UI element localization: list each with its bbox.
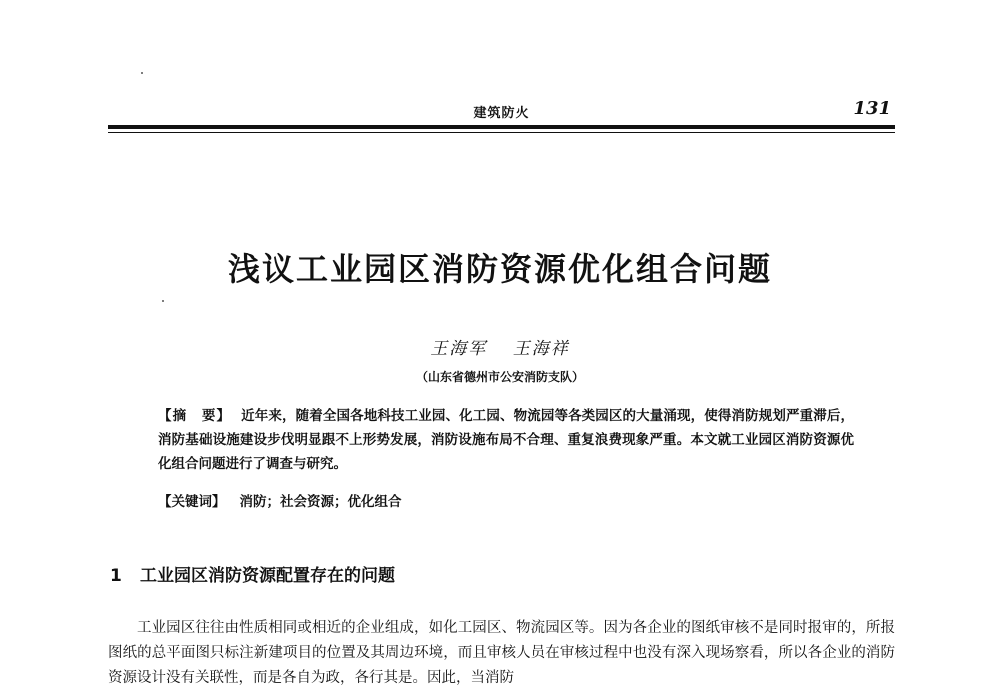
header-rule-thick [108,125,895,129]
article-authors: 王海军 王海祥 [430,339,570,359]
section-number: 1 [110,566,122,586]
section-heading-text: 工业园区消防资源配置存在的问题 [140,566,395,586]
abstract-label: 【摘 要】 [158,408,232,424]
header-rule-thin [108,132,895,133]
abstract-text: 近年来，随着全国各地科技工业园、化工园、物流园等各类园区的大量涌现，使得消防规划严重滞后，消防基础设施建设步伐明显跟不上形势发展，消防设施布局不合理、重复浪费现象严重。本文就工业园区消防资源优化组合问题进行了调查与研究。 [158,408,855,472]
keywords-label: 【关键词】 [158,494,226,510]
header-section-title: 建筑防火 [473,106,530,121]
article-affiliation: （山东省德州市公安消防支队） [415,370,584,384]
body-paragraph: 工业园区往往由性质相同或相近的企业组成，如化工园区、物流园区等。因为各企业的图纸审核不是同时报审的，所报图纸的总平面图只标注新建项目的位置及其周边环境，而且审核人员在审核过程中也没有深入现场察看，所以各企业的消防资源设计没有关联性，而是各自为政，各行其是。因此，当消防 [108,620,895,686]
running-header [108,98,895,120]
keywords [158,490,854,514]
article-title: 浅议工业园区消防资源优化组合问题 [227,250,772,288]
header-page-number: 131 [853,98,891,119]
section-heading [110,561,395,586]
abstract [158,404,854,476]
keywords-text: 消防；社会资源；优化组合 [239,494,402,510]
scan-speck [162,300,164,302]
scan-speck [141,72,143,74]
